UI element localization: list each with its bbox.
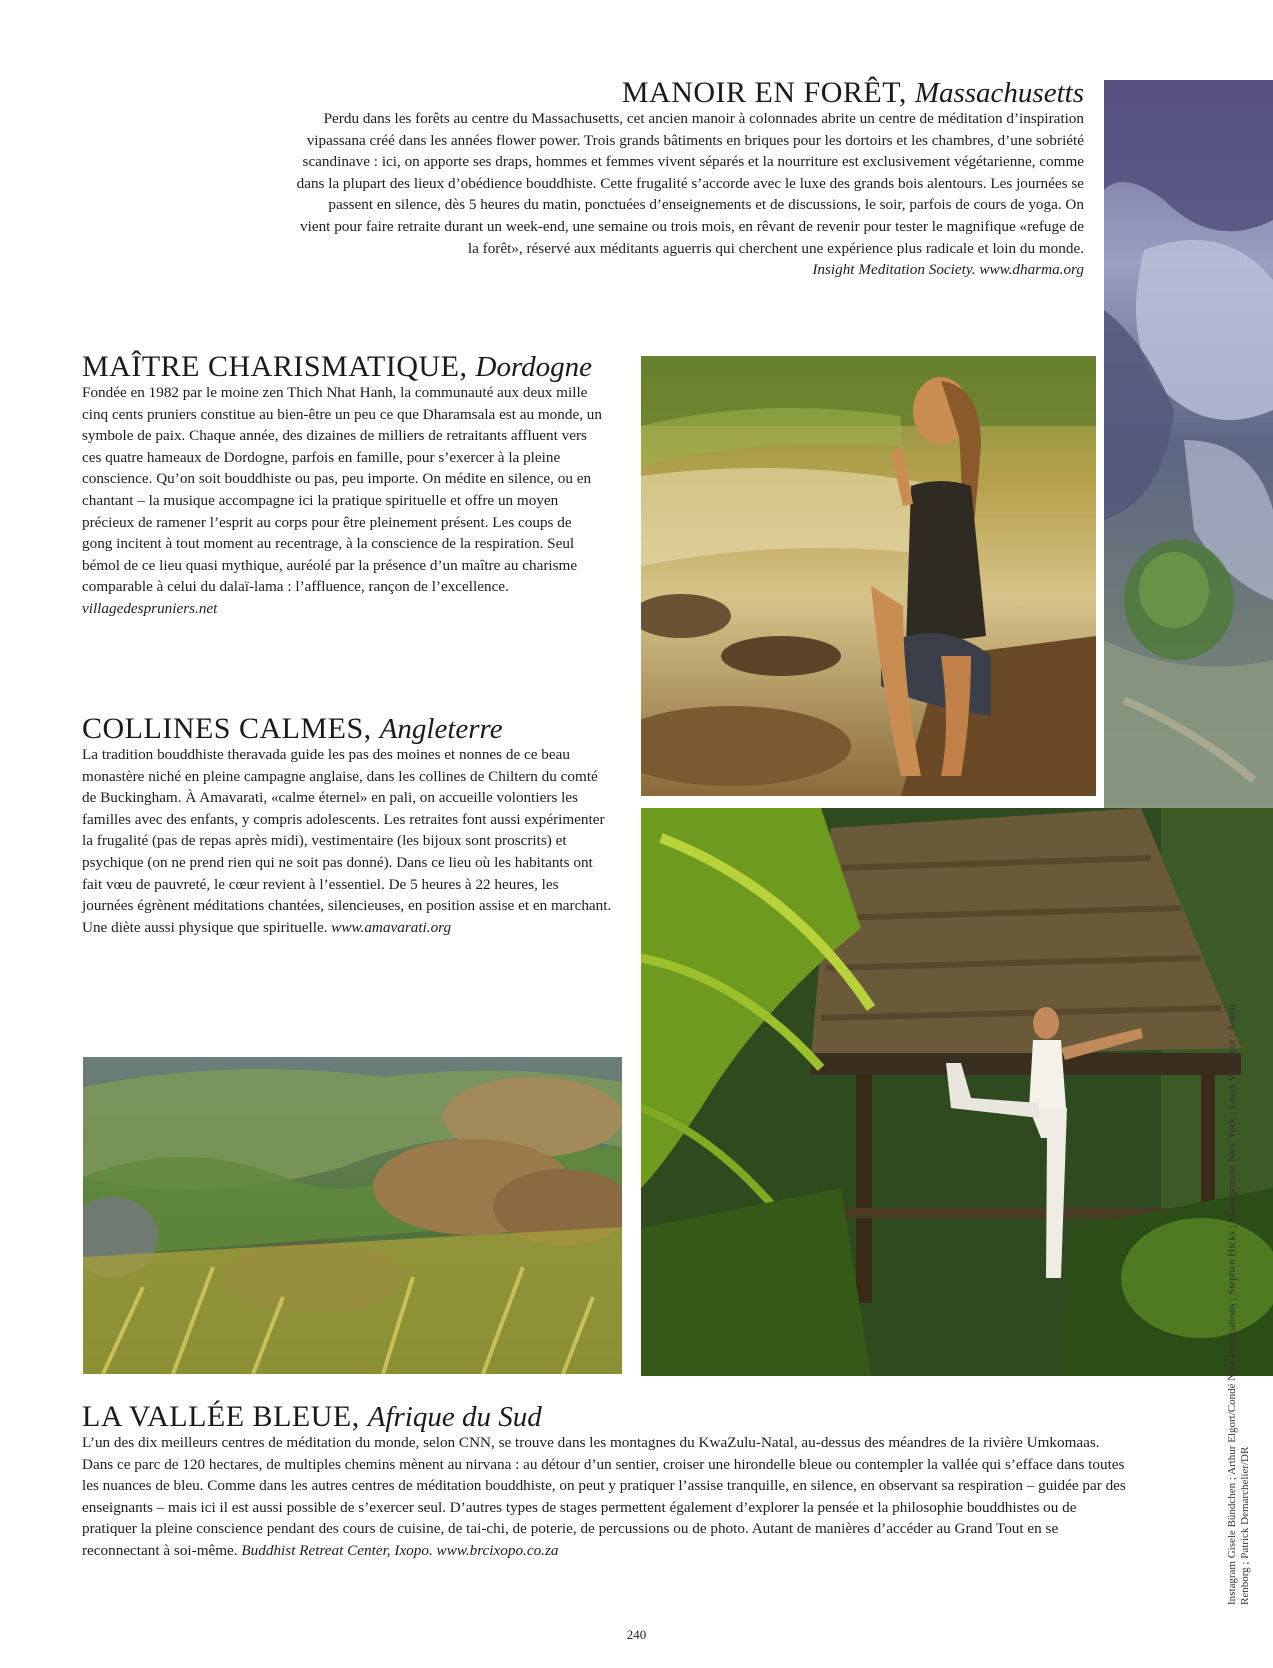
heading-maitre-place: Dordogne	[475, 351, 593, 383]
article-manoir-text: Perdu dans les forêts au centre du Massachusetts, cet ancien manoir à colonnades abrite un centre de méditation d’inspiration vipassana créé dans les années flower power. Trois grands bâtiments en briques pour les dortoirs et les chambres, d’une sobriété scandinave : ici, on apporte ses draps, hommes et femmes vivent séparés et la nourriture est exclusivement végétarienne, comme dans la plupart des lieux d’obédience bouddhiste. Cette frugalité s’accorde avec le luxe des grands bois alentours. Les journées se passent en silence, dès 5 heures du matin, ponctuées d’enseignements et de discussions, le soir, parfois de cours de yoga. On vient pour faire retraite durant un week-end, une semaine ou trois mois, en rêvant de revenir pour tester le magnifique «refuge de la forêt», réservé aux méditants aguerris qui cherchent une expérience plus radicale et loin du monde.	[296, 110, 1084, 257]
rock-water-photo	[1104, 80, 1273, 808]
page-number: 240	[626, 1627, 647, 1642]
article-manoir	[296, 108, 1084, 281]
heading-collines-place: Angleterre	[379, 713, 503, 745]
heading-collines-title: COLLINES CALMES,	[82, 712, 372, 745]
article-collines	[82, 744, 612, 938]
river-meditation-photo	[641, 356, 1096, 796]
article-vallee-credit: Buddhist Retreat Center, Ixopo. www.brcixopo.co.za	[241, 1541, 559, 1559]
article-maitre-credit: villagedespruniers.net	[82, 599, 218, 617]
fern-pavilion-photo	[641, 808, 1273, 1376]
heading-maitre-title: MAÎTRE CHARISMATIQUE,	[82, 350, 468, 383]
hills-landscape-photo	[83, 1057, 622, 1374]
heading-collines	[82, 712, 602, 746]
heading-vallee-title: LA VALLÉE BLEUE,	[82, 1400, 360, 1433]
article-collines-credit: www.amavarati.org	[331, 918, 452, 936]
article-maitre-text: Fondée en 1982 par le moine zen Thich Nhat Hanh, la communauté aux deux mille cinq cents pruniers constitue au bien-être un peu ce que Dharamsala est au monde, un symbole de paix. Chaque année, des dizaines de milliers de retraitants affluent vers ces quatre hameaux de Dordogne, parfois en famille, pour s’exercer à la pleine conscience. Qu’on soit bouddhiste ou pas, peu importe. On médite en silence, ou en chantant – la musique accompagne ici la pratique spirituelle et offre un moyen précieux de ramener l’esprit au corps pour être pleinement présent. Les coups de gong incitent à tout moment au recentrage, à la conscience de la respiration. Seul bémol de ce lieu quasi mythique, auréolé par la présence d’un maître au charisme comparable à celui du dalaï-lama : l’affluence, rançon de l’excellence.	[82, 384, 602, 596]
article-maitre	[82, 382, 602, 620]
heading-vallee-place: Afrique du Sud	[367, 1401, 542, 1433]
photo-credits: Instagram Gisele Bündchen ; Arthur Elgort/Condé Nast Publications ; Stephen Hicks ; Management New York ; Louis Van Hout ; Anton Renborg ; Patrick Demarchelier/DR	[1226, 1004, 1251, 1605]
article-collines-text: La tradition bouddhiste theravada guide les pas des moines et nonnes de ce beau monastère niché en pleine campagne anglaise, dans les collines de Chiltern du comté de Buckingham. À Amavarati, «calme éternel» en pali, on accueille volontiers les familles avec des enfants, y compris adolescents. Les retraites font aussi expérimenter la frugalité (pas de repas après midi), vestimentaire (les bijoux sont proscrits) et psychique (on ne prend rien qui ne soit pas donné). Dans ce lieu où les habitants ont fait vœu de pauvreté, le cœur revient à l’essentiel. De 5 heures à 22 heures, les journées égrènent méditations chantées, silencieuses, en position assise et en marchant. Une diète aussi physique que spirituelle.	[82, 746, 612, 936]
heading-manoir	[560, 76, 1084, 110]
heading-maitre	[82, 350, 642, 384]
article-vallee-text: L’un des dix meilleurs centres de méditation du monde, selon CNN, se trouve dans les montagnes du KwaZulu-Natal, au-dessus des méandres de la rivière Umkomaas. Dans ce parc de 120 hectares, de multiples chemins mènent au nirvana : au détour d’un sentier, croiser une hirondelle bleue ou contempler la vallée qui s’efface dans toutes les nuances de bleu. Comme dans les autres centres de méditation bouddhiste, on peut y pratiquer l’assise tranquille, en silence, en observant sa respiration – guidée par des enseignants – mais ici il est aussi possible de s’exercer seul. D’autres types de stages permettent également d’explorer la pensée et la philosophie bouddhistes ou de pratiquer la pleine conscience pendant des cours de cuisine, de tai-chi, de poterie, de percussions ou de photo. Autant de manières d’accéder au Grand Tout en se reconnectant à soi-même.	[82, 1434, 1126, 1559]
heading-manoir-title: MANOIR EN FORÊT,	[621, 76, 907, 109]
heading-manoir-place: Massachusetts	[914, 77, 1084, 109]
article-vallee	[82, 1432, 1130, 1562]
heading-vallee	[82, 1400, 702, 1434]
article-manoir-credit: Insight Meditation Society. www.dharma.org	[812, 261, 1084, 279]
